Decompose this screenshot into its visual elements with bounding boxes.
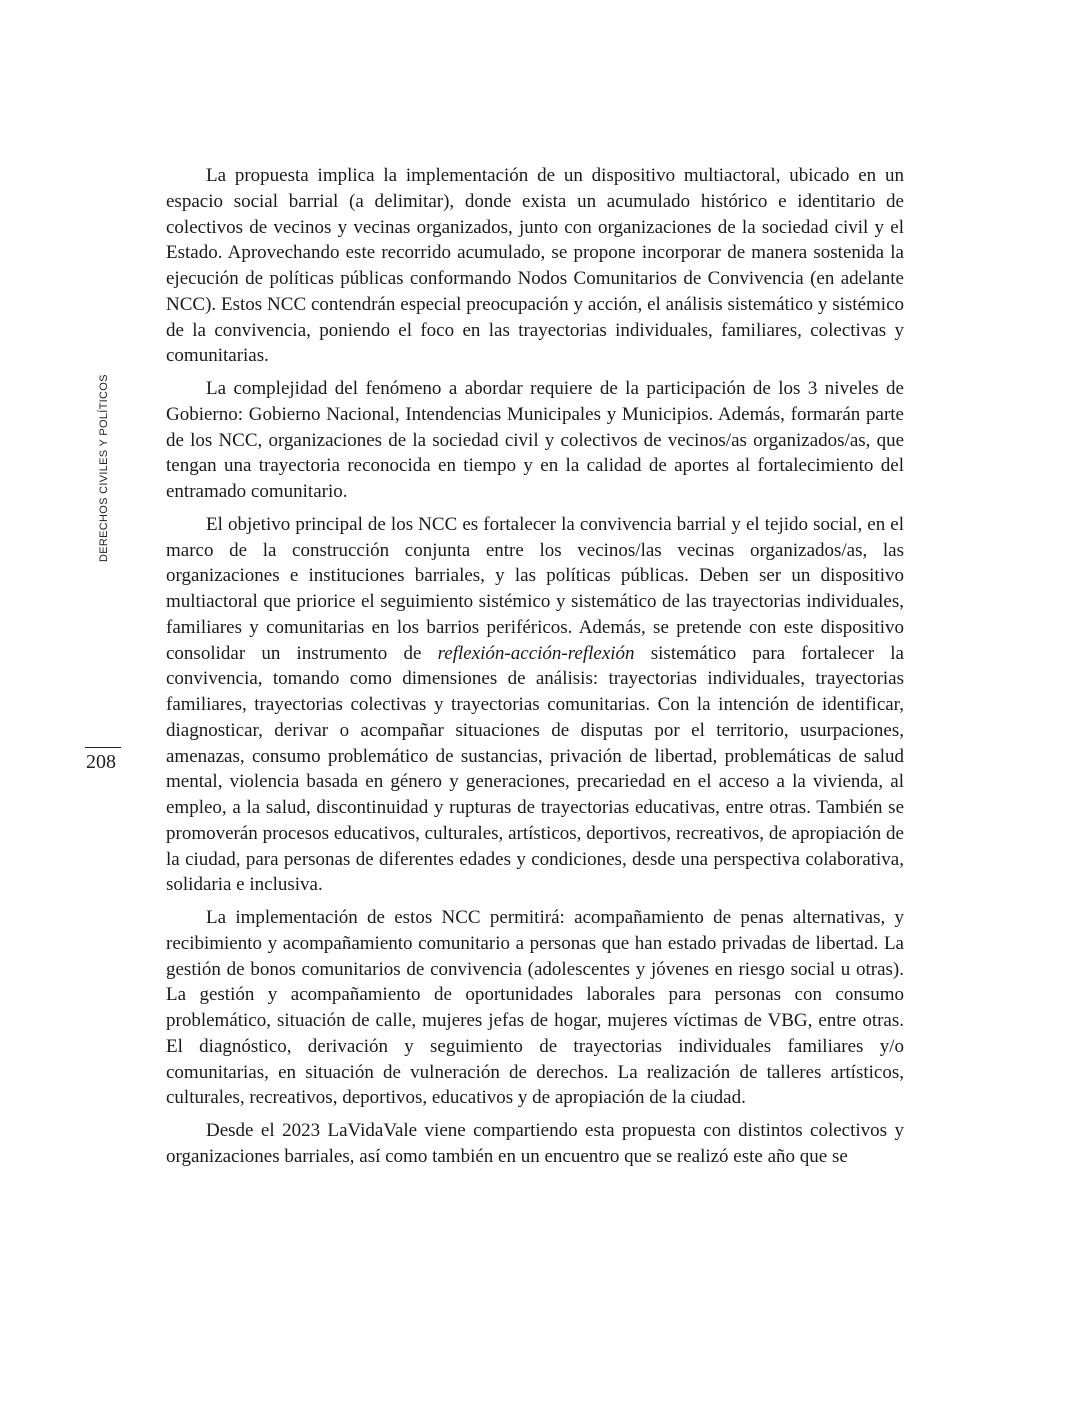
paragraph-3-text-after: sistemático para fortalecer la convivencia, tomando como dimensiones de análisis: trayectorias individuales, trayectorias familiares, trayectorias colectivas y trayectorias comunitarias. Con la intención de identificar, diagnosticar, derivar o acompañar situaciones de disputas por el territorio, usurpaciones, amenazas, consumo problemático de sustancias, privación de libertad, problemáticas de salud mental, violencia basada en género y generaciones, precariedad en el acceso a la vivienda, al empleo, a la salud, discontinuidad y rupturas de trayectorias educativas, entre otras. También se promoverán procesos educativos, culturales, artísticos, deportivos, recreativos, de apropiación de la ciudad, para personas de diferentes edades y condiciones, desde una perspectiva colaborativa, solidaria e inclusiva. — [166, 642, 904, 896]
paragraph-2: La complejidad del fenómeno a abordar requiere de la participación de los 3 niveles de Gobierno: Gobierno Nacional, Intendencias Municipales y Municipios. Además, formarán parte de los NCC, organizaciones de la sociedad civil y colectivos de vecinos/as organizados/as, que tengan una trayectoria reconocida en tiempo y en la calidad de aportes al fortalecimiento del entramado comunitario. — [166, 378, 904, 502]
paragraph-1: La propuesta implica la implementación de un dispositivo multiactoral, ubicado en un espacio social barrial (a delimitar), donde exista un acumulado histórico e identitario de colectivos de vecinos y vecinas organizados, junto con organizaciones de la sociedad civil y el Estado. Aprovechando este recorrido acumulado, se propone incorporar de manera sostenida la ejecución de políticas públicas conformando Nodos Comunitarios de Convivencia (en adelante NCC). Estos NCC contendrán especial preocupación y acción, el análisis sistemático y sistémico de la convivencia, poniendo el foco en las trayectorias individuales, familiares, colectivas y comunitarias. — [166, 165, 904, 367]
running-head: DERECHOS CIVILES Y POLÍTICOS — [98, 374, 110, 562]
page-number: 208 — [86, 751, 116, 773]
paragraph-5: Desde el 2023 LaVidaVale viene compartiendo esta propuesta con distintos colectivos y organizaciones barriales, así como también en un encuentro que se realizó este año que se — [166, 1120, 904, 1167]
paragraph-4: La implementación de estos NCC permitirá: acompañamiento de penas alternativas, y recibimiento y acompañamiento comunitario a personas que han estado privadas de libertad. La gestión de bonos comunitarios de convivencia (adolescentes y jóvenes en riesgo social u otras). La gestión y acompañamiento de oportunidades laborales para personas con consumo problemático, situación de calle, mujeres jefas de hogar, mujeres víctimas de VBG, entre otras. El diagnóstico, derivación y seguimiento de trayectorias individuales familiares y/o comunitarias, en situación de vulneración de derechos. La realización de talleres artísticos, culturales, recreativos, deportivos, educativos y de apropiación de la ciudad. — [166, 907, 904, 1109]
page-number-rule — [85, 747, 121, 748]
paragraph-3 — [166, 512, 904, 898]
body-text — [166, 163, 904, 1177]
paragraph-3-text-before: El objetivo principal de los NCC es fortalecer la convivencia barrial y el tejido social, en el marco de la construcción conjunta entre los vecinos/las vecinas organizados/as, las organizaciones e instituciones barriales, y las políticas públicas. Deben ser un dispositivo multiactoral que priorice el seguimiento sistémico y sistemático de las trayectorias individuales, familiares y comunitarias en los barrios periféricos. Además, se pretende con este dispositivo consolidar un instrumento de — [166, 513, 904, 664]
paragraph-3-italic-term: reflexión-acción-reflexión — [437, 642, 635, 664]
